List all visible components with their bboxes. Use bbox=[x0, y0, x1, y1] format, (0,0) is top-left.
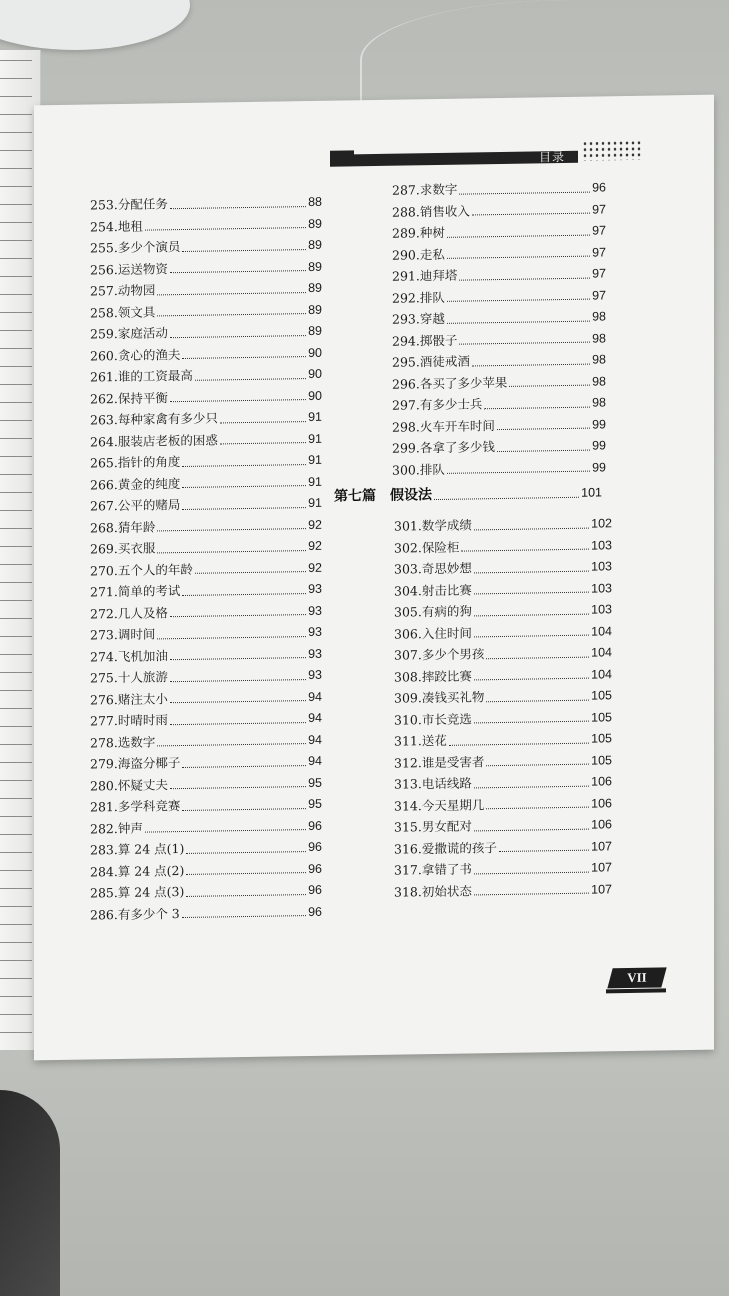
toc-entry-page: 89 bbox=[308, 237, 322, 253]
toc-entry-title: 272.几人及格 bbox=[90, 604, 168, 621]
toc-entry-title: 314.今天星期几 bbox=[394, 796, 485, 814]
book-page bbox=[34, 95, 714, 1061]
leader-dots bbox=[170, 656, 306, 660]
notebook-rule-line bbox=[0, 870, 32, 871]
toc-entry-page: 96 bbox=[308, 839, 322, 855]
page-number-underline bbox=[606, 988, 666, 993]
toc-entry-title: 296.各买了多少苹果 bbox=[392, 374, 508, 392]
leader-dots bbox=[509, 384, 590, 387]
toc-entry-page: 97 bbox=[592, 287, 606, 303]
toc-entry-page: 104 bbox=[591, 645, 612, 660]
notebook-rule-line bbox=[0, 960, 32, 961]
notebook-rule-line bbox=[0, 330, 32, 331]
toc-entry-title: 279.海盗分椰子 bbox=[90, 755, 181, 772]
toc-entry-page: 93 bbox=[308, 667, 322, 683]
toc-entry-page: 93 bbox=[308, 646, 322, 661]
leader-dots bbox=[170, 398, 306, 402]
toc-entry-title: 285.算 24 点(3) bbox=[90, 883, 185, 901]
leader-dots bbox=[170, 205, 306, 209]
leader-dots bbox=[157, 549, 306, 553]
notebook-rule-line bbox=[0, 654, 32, 655]
leader-dots bbox=[497, 448, 590, 451]
notebook-rule-line bbox=[0, 834, 32, 835]
notebook-rule-line bbox=[0, 420, 32, 421]
leader-dots bbox=[447, 470, 590, 474]
toc-entry-title: 308.摔跤比赛 bbox=[394, 667, 472, 685]
leader-dots bbox=[157, 635, 306, 639]
notebook-rule-line bbox=[0, 1032, 32, 1033]
toc-entry-title: 292.排队 bbox=[392, 289, 445, 306]
page-number-badge bbox=[607, 967, 666, 988]
toc-entry-page: 99 bbox=[592, 459, 606, 475]
toc-entry-title: 313.电话线路 bbox=[394, 775, 472, 792]
toc-entry-page: 98 bbox=[592, 330, 606, 346]
toc-entry-title: 298.火车开车时间 bbox=[392, 417, 495, 435]
notebook-rule-line bbox=[0, 888, 32, 889]
toc-entry-title: 306.入住时间 bbox=[394, 624, 472, 642]
toc-entry-page: 92 bbox=[308, 538, 322, 554]
toc-entry-title: 317.拿错了书 bbox=[394, 861, 472, 878]
toc-entry-page: 103 bbox=[591, 580, 612, 596]
toc-entry-page: 94 bbox=[308, 732, 322, 747]
notebook-rule-line bbox=[0, 240, 32, 241]
leader-dots bbox=[447, 298, 590, 302]
toc-entry-title: 260.贪心的渔夫 bbox=[90, 346, 181, 363]
toc-entry-title: 269.买衣服 bbox=[90, 540, 156, 557]
toc-entry-title: 316.爱撒谎的孩子 bbox=[394, 839, 497, 857]
notebook-rule-line bbox=[0, 636, 32, 637]
toc-entry-title: 307.多少个男孩 bbox=[394, 646, 485, 663]
leader-dots bbox=[499, 849, 589, 852]
toc-entry-title: 262.保持平衡 bbox=[90, 389, 168, 406]
notebook-rule-line bbox=[0, 816, 32, 817]
toc-entry-page: 97 bbox=[592, 223, 606, 238]
toc-left-column bbox=[90, 191, 322, 926]
leader-dots bbox=[461, 548, 589, 552]
notebook-rule-line bbox=[0, 564, 32, 565]
leader-dots bbox=[220, 441, 306, 444]
toc-entry-page: 91 bbox=[308, 409, 322, 425]
toc-entry-title: 286.有多少个 3 bbox=[90, 905, 180, 922]
toc-entry-page: 103 bbox=[591, 602, 612, 617]
toc-entry-page: 99 bbox=[592, 416, 606, 432]
toc-entry-title: 267.公平的赌局 bbox=[90, 497, 181, 514]
leader-dots bbox=[474, 784, 589, 788]
toc-entry-title: 268.猜年龄 bbox=[90, 518, 156, 535]
notebook-rule-line bbox=[0, 402, 32, 403]
toc-entry-title: 304.射击比赛 bbox=[394, 581, 472, 599]
toc-entry-title: 264.服装店老板的困惑 bbox=[90, 431, 218, 449]
toc-entry-page: 94 bbox=[308, 689, 322, 704]
leader-dots bbox=[474, 526, 589, 530]
notebook-rule-line bbox=[0, 978, 32, 979]
toc-entry-page: 93 bbox=[308, 624, 322, 640]
chapter-page: 101 bbox=[581, 485, 602, 500]
toc-entry-title: 309.凑钱买礼物 bbox=[394, 689, 485, 706]
toc-entry bbox=[394, 878, 612, 903]
header-dot-pattern bbox=[582, 140, 642, 161]
leader-dots bbox=[220, 420, 306, 423]
leader-dots bbox=[447, 319, 590, 323]
leader-dots bbox=[170, 699, 306, 703]
toc-entry-page: 96 bbox=[308, 882, 322, 898]
toc-entry-title: 254.地租 bbox=[90, 218, 143, 234]
toc-entry-title: 311.送花 bbox=[394, 732, 447, 749]
toc-entry-page: 105 bbox=[591, 731, 612, 746]
leader-dots bbox=[474, 634, 589, 638]
toc-entry-page: 89 bbox=[308, 280, 322, 296]
toc-entry-page: 104 bbox=[591, 666, 612, 682]
toc-entry-page: 106 bbox=[591, 817, 612, 832]
toc-entry-page: 95 bbox=[308, 775, 322, 790]
toc-entry-page: 92 bbox=[308, 517, 322, 532]
toc-entry-page: 96 bbox=[308, 818, 322, 833]
leader-dots bbox=[474, 892, 589, 896]
leader-dots bbox=[486, 763, 589, 767]
toc-entry-title: 274.飞机加油 bbox=[90, 647, 168, 664]
notebook-rule-line bbox=[0, 294, 32, 295]
toc-entry-page: 104 bbox=[591, 623, 612, 639]
toc-entry-title: 255.多少个演员 bbox=[90, 239, 181, 256]
notebook-rule-line bbox=[0, 384, 32, 385]
notebook-rule-line bbox=[0, 96, 32, 97]
toc-entry-page: 93 bbox=[308, 603, 322, 618]
leader-dots bbox=[186, 893, 306, 897]
toc-entry-title: 258.领文具 bbox=[90, 303, 156, 320]
toc-entry-page: 107 bbox=[591, 860, 612, 875]
white-plate bbox=[0, 0, 190, 50]
leader-dots bbox=[182, 506, 306, 510]
toc-entry-title: 273.调时间 bbox=[90, 626, 156, 643]
notebook-rule-line bbox=[0, 690, 32, 691]
toc-entry-title: 278.选数字 bbox=[90, 733, 156, 750]
toc-entry-page: 102 bbox=[591, 516, 612, 531]
leader-dots bbox=[486, 655, 589, 659]
toc-entry-page: 98 bbox=[592, 373, 606, 389]
toc-entry-title: 280.怀疑丈夫 bbox=[90, 776, 168, 793]
leader-dots bbox=[170, 721, 306, 725]
toc-entry-title: 281.多学科竞赛 bbox=[90, 798, 181, 815]
notebook-rule-line bbox=[0, 222, 32, 223]
leader-dots bbox=[182, 248, 306, 252]
notebook-rule-line bbox=[0, 114, 32, 115]
notebook-rule-line bbox=[0, 186, 32, 187]
header-title: 目录 bbox=[539, 149, 566, 165]
toc-entry-title: 302.保险柜 bbox=[394, 539, 460, 556]
leader-dots bbox=[497, 427, 590, 430]
toc-entry-page: 98 bbox=[592, 395, 606, 410]
leader-dots bbox=[486, 698, 589, 702]
leader-dots bbox=[182, 914, 306, 918]
notebook-rule-line bbox=[0, 996, 32, 997]
leader-dots bbox=[459, 276, 590, 280]
notebook-rule-line bbox=[0, 528, 32, 529]
leader-dots bbox=[474, 591, 589, 595]
toc-entry-page: 91 bbox=[308, 495, 322, 511]
chapter-title: 假设法 bbox=[390, 487, 432, 504]
leader-dots bbox=[472, 362, 590, 366]
toc-entry-title: 287.求数字 bbox=[392, 181, 458, 198]
notebook-rule-line bbox=[0, 852, 32, 853]
leader-dots bbox=[145, 226, 306, 231]
toc-entry-title: 305.有病的狗 bbox=[394, 603, 472, 620]
leader-dots bbox=[157, 527, 306, 531]
toc-entry-title: 312.谁是受害者 bbox=[394, 753, 485, 771]
leader-dots bbox=[145, 828, 306, 833]
toc-entry-title: 282.钟声 bbox=[90, 820, 143, 836]
toc-entry bbox=[392, 456, 606, 481]
notebook-rule-line bbox=[0, 312, 32, 313]
leader-dots bbox=[182, 592, 306, 596]
toc-entry-page: 89 bbox=[308, 323, 322, 339]
leader-dots bbox=[186, 871, 306, 875]
chapter-heading bbox=[334, 480, 602, 508]
leader-dots bbox=[484, 405, 590, 409]
leader-dots bbox=[472, 212, 590, 216]
notebook-rule-line bbox=[0, 258, 32, 259]
toc-entry-page: 91 bbox=[308, 474, 322, 489]
toc-entry-page: 103 bbox=[591, 537, 612, 553]
toc-entry-page: 91 bbox=[308, 452, 322, 468]
toc-entry-title: 270.五个人的年龄 bbox=[90, 561, 193, 578]
leader-dots bbox=[447, 233, 590, 237]
toc-entry-title: 277.时晴时雨 bbox=[90, 712, 168, 729]
toc-entry-title: 315.男女配对 bbox=[394, 818, 472, 835]
leader-dots bbox=[195, 570, 306, 574]
toc-entry-title: 300.排队 bbox=[392, 461, 445, 478]
toc-entry-page: 92 bbox=[308, 560, 322, 575]
leader-dots bbox=[447, 255, 590, 259]
toc-entry-title: 291.迪拜塔 bbox=[392, 267, 458, 284]
toc-entry-page: 97 bbox=[592, 244, 606, 260]
toc-entry-title: 276.赌注太小 bbox=[90, 690, 168, 707]
leader-dots bbox=[182, 764, 306, 768]
leader-dots bbox=[182, 807, 306, 811]
toc-entry-title: 275.十人旅游 bbox=[90, 669, 168, 686]
leader-dots bbox=[474, 720, 589, 724]
toc-entry-title: 289.种树 bbox=[392, 224, 445, 241]
toc-entry-page: 96 bbox=[308, 904, 322, 919]
toc-entry-page: 95 bbox=[308, 796, 322, 812]
toc-entry-page: 89 bbox=[308, 216, 322, 231]
toc-entry-title: 301.数学成绩 bbox=[394, 517, 472, 534]
toc-entry-page: 106 bbox=[591, 795, 612, 811]
toc-entry-title: 293.穿越 bbox=[392, 310, 445, 327]
toc-entry-page: 103 bbox=[591, 559, 612, 574]
leader-dots bbox=[186, 850, 306, 854]
toc-entry-page: 105 bbox=[591, 752, 612, 768]
page-number: VII bbox=[627, 969, 647, 986]
toc-entry-title: 283.算 24 点(1) bbox=[90, 840, 185, 858]
toc-right-column-top bbox=[392, 176, 606, 480]
leader-dots bbox=[195, 377, 306, 381]
notebook-rule-line bbox=[0, 168, 32, 169]
leader-dots bbox=[474, 870, 589, 874]
toc-entry-page: 94 bbox=[308, 753, 322, 769]
leader-dots bbox=[170, 678, 306, 682]
toc-entry-page: 99 bbox=[592, 438, 606, 453]
toc-entry-page: 105 bbox=[591, 688, 612, 703]
leader-dots bbox=[486, 806, 589, 810]
notebook-rule-line bbox=[0, 906, 32, 907]
toc-entry-title: 310.市长竞选 bbox=[394, 710, 472, 728]
notebook-rule-line bbox=[0, 132, 32, 133]
notebook-rule-line bbox=[0, 60, 32, 61]
notebook-rule-line bbox=[0, 726, 32, 727]
toc-entry-page: 97 bbox=[592, 201, 606, 217]
notebook-rule-line bbox=[0, 1014, 32, 1015]
notebook-rule-line bbox=[0, 600, 32, 601]
toc-entry-title: 263.每种家禽有多少只 bbox=[90, 410, 218, 428]
toc-entry-title: 265.指针的角度 bbox=[90, 454, 181, 471]
leader-dots bbox=[434, 496, 579, 500]
notebook-rule-line bbox=[0, 582, 32, 583]
toc-entry-title: 256.运送物资 bbox=[90, 260, 168, 277]
chair-shadow bbox=[0, 1090, 60, 1296]
toc-entry-page: 106 bbox=[591, 774, 612, 789]
toc-entry-page: 98 bbox=[592, 309, 606, 324]
notebook-rule-line bbox=[0, 780, 32, 781]
notebook-rule-line bbox=[0, 798, 32, 799]
notebook-rule-line bbox=[0, 924, 32, 925]
notebook-rule-line bbox=[0, 942, 32, 943]
notebook-rule-line bbox=[0, 456, 32, 457]
leader-dots bbox=[449, 741, 589, 745]
leader-dots bbox=[157, 291, 306, 295]
toc-entry-page: 88 bbox=[308, 194, 322, 210]
leader-dots bbox=[182, 484, 306, 488]
toc-entry-page: 90 bbox=[308, 366, 322, 382]
leader-dots bbox=[157, 312, 306, 316]
toc-entry-title: 303.奇思妙想 bbox=[394, 560, 472, 577]
toc-entry-title: 290.走私 bbox=[392, 246, 445, 263]
leader-dots bbox=[474, 569, 589, 573]
notebook-rule-line bbox=[0, 744, 32, 745]
toc-entry-page: 91 bbox=[308, 431, 322, 446]
toc-entry-page: 105 bbox=[591, 709, 612, 725]
notebook-rule-line bbox=[0, 474, 32, 475]
leader-dots bbox=[157, 742, 306, 746]
toc-entry-title: 284.算 24 点(2) bbox=[90, 862, 185, 879]
toc-entry-page: 96 bbox=[308, 861, 322, 876]
chapter-number: 第七篇 bbox=[334, 487, 376, 505]
toc-entry-title: 294.掷骰子 bbox=[392, 332, 458, 349]
toc-entry-title: 257.动物园 bbox=[90, 282, 156, 299]
notebook-rule-line bbox=[0, 546, 32, 547]
toc-entry-page: 96 bbox=[592, 180, 606, 195]
toc-entry-title: 271.简单的考试 bbox=[90, 583, 181, 600]
toc-entry-page: 98 bbox=[592, 352, 606, 367]
toc-entry-page: 93 bbox=[308, 581, 322, 597]
toc-entry-title: 288.销售收入 bbox=[392, 202, 470, 220]
notebook-rule-line bbox=[0, 510, 32, 511]
toc-entry bbox=[90, 900, 322, 925]
leader-dots bbox=[459, 190, 590, 194]
leader-dots bbox=[170, 613, 306, 617]
leader-dots bbox=[170, 269, 306, 273]
toc-entry-title: 266.黄金的纯度 bbox=[90, 475, 181, 492]
toc-entry-page: 89 bbox=[308, 302, 322, 317]
leader-dots bbox=[182, 355, 306, 359]
toc-entry-title: 299.各拿了多少钱 bbox=[392, 439, 495, 456]
notebook-rule-line bbox=[0, 708, 32, 709]
notebook-rule-line bbox=[0, 438, 32, 439]
notebook-rule-line bbox=[0, 348, 32, 349]
notebook-rule-line bbox=[0, 366, 32, 367]
notebook-rule-line bbox=[0, 762, 32, 763]
toc-entry-page: 89 bbox=[308, 259, 322, 274]
notebook-rule-line bbox=[0, 276, 32, 277]
toc-entry-page: 107 bbox=[591, 838, 612, 854]
notebook-rule-line bbox=[0, 492, 32, 493]
leader-dots bbox=[170, 334, 306, 338]
notebook-rule-line bbox=[0, 78, 32, 79]
toc-entry-title: 261.谁的工资最高 bbox=[90, 367, 193, 385]
toc-entry-page: 97 bbox=[592, 266, 606, 281]
notebook-rule-line bbox=[0, 672, 32, 673]
toc-entry-title: 295.酒徒戒酒 bbox=[392, 353, 470, 370]
toc-right-column-bottom bbox=[394, 512, 612, 902]
toc-entry-title: 253.分配任务 bbox=[90, 196, 168, 213]
leader-dots bbox=[474, 827, 589, 831]
notebook-rule-line bbox=[0, 618, 32, 619]
leader-dots bbox=[459, 341, 590, 345]
leader-dots bbox=[170, 785, 306, 789]
leader-dots bbox=[474, 612, 589, 616]
toc-entry-page: 90 bbox=[308, 345, 322, 360]
toc-entry-title: 259.家庭活动 bbox=[90, 325, 168, 342]
toc-entry-title: 318.初始状态 bbox=[394, 882, 472, 900]
leader-dots bbox=[182, 463, 306, 467]
toc-entry-page: 107 bbox=[591, 881, 612, 897]
toc-entry-page: 90 bbox=[308, 388, 322, 403]
notebook-rule-line bbox=[0, 150, 32, 151]
toc-entry-page: 94 bbox=[308, 710, 322, 726]
toc-entry-title: 297.有多少士兵 bbox=[392, 396, 483, 413]
notebook-rule-line bbox=[0, 204, 32, 205]
leader-dots bbox=[474, 677, 589, 681]
